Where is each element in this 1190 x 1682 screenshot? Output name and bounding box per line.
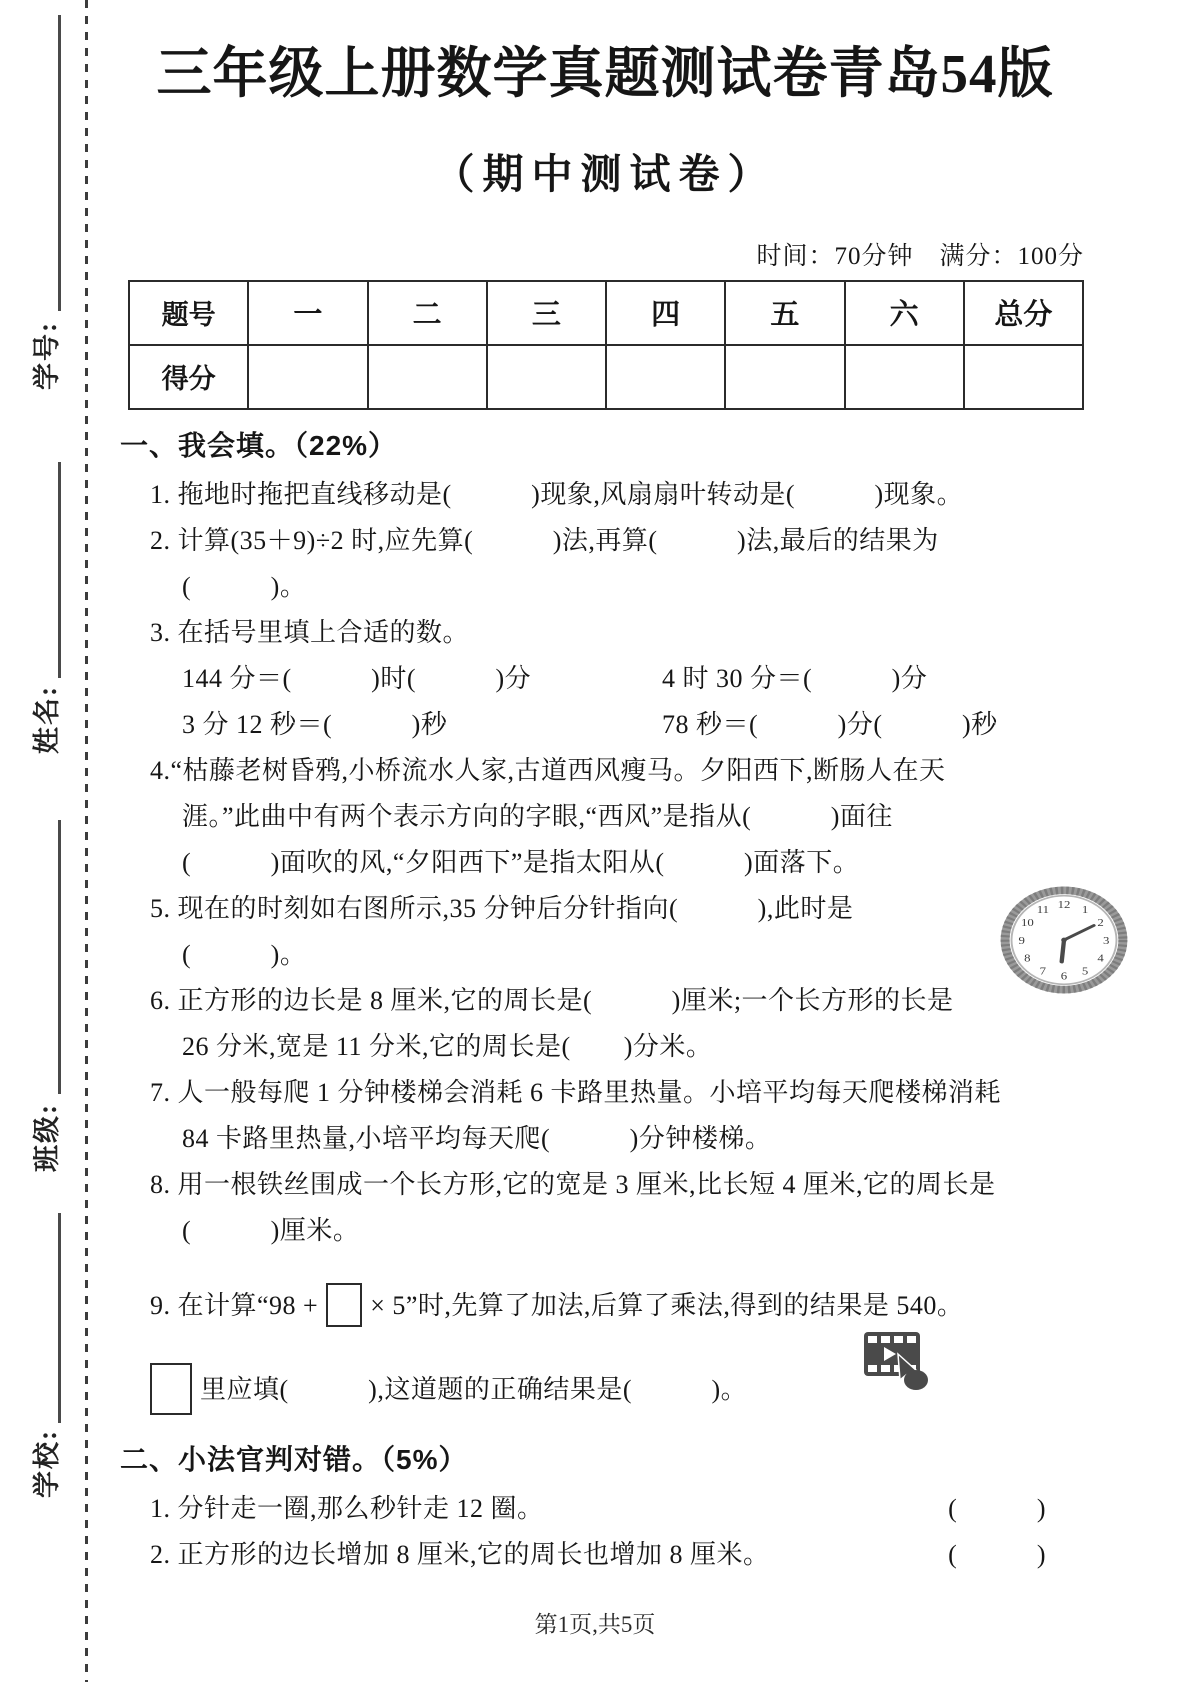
- school-write-line: [58, 1213, 61, 1423]
- video-icon-svg: [860, 1328, 936, 1394]
- s1-q5-line1: 5. 现在的时刻如右图所示,35 分钟后分针指向( ),此时是: [150, 893, 854, 923]
- score-empty-cell: [248, 345, 367, 409]
- score-empty-cell: [487, 345, 606, 409]
- s1-q9-line2: [120, 1366, 1090, 1418]
- class-label-text: 班级:: [31, 1102, 62, 1172]
- clock-number-6: 6: [1060, 969, 1068, 983]
- analog-clock-svg: [1000, 886, 1128, 994]
- score-table-cell-3: 三: [487, 281, 606, 345]
- s2-q2-answer-blank: ( ): [948, 1539, 1046, 1569]
- name-label: [6, 682, 82, 756]
- s1-q6-line1: 6. 正方形的边长是 8 厘米,它的周长是( )厘米;一个长方形的长是: [150, 985, 954, 1015]
- clock-number-7: 7: [1039, 964, 1047, 978]
- clock-number-12: 12: [1057, 898, 1071, 911]
- s1-q8-line1: 8. 用一根铁丝围成一个长方形,它的宽是 3 厘米,比长短 4 厘米,它的周长是: [150, 1169, 996, 1199]
- school-label: [6, 1426, 82, 1500]
- s1-q2-line2: ( )。: [182, 571, 307, 601]
- s1-q4-line3: ( )面吹的风,“夕阳西下”是指太阳从( )面落下。: [182, 847, 860, 877]
- clock-number-5: 5: [1081, 964, 1089, 978]
- score-empty-cell: [368, 345, 487, 409]
- clock-number-2: 2: [1097, 915, 1104, 929]
- seal-dashed-line: [85, 0, 88, 1682]
- video-icon: [860, 1328, 936, 1394]
- s1-q7-line1: 7. 人一般每爬 1 分钟楼梯会消耗 6 卡路里热量。小培平均每天爬楼梯消耗: [150, 1077, 1002, 1107]
- analog-clock-image: [1000, 886, 1128, 994]
- s2-q1-text: 1. 分针走一圈,那么秒针走 12 圈。: [150, 1493, 544, 1523]
- clock-number-4: 4: [1097, 951, 1104, 965]
- school-label-text: 学校:: [31, 1428, 62, 1498]
- s1-q1: 1. 拖地时拖把直线移动是( )现象,风扇扇叶转动是( )现象。: [150, 479, 964, 509]
- time-score-info: 时间：70分钟 满分：100分: [756, 242, 1084, 270]
- score-table-cell-total: 总分: [964, 281, 1083, 345]
- s1-q3-line2-left: 144 分＝( )时( )分: [182, 663, 532, 693]
- score-empty-cell: [964, 345, 1083, 409]
- paper-subtitle: （期中测试卷）: [433, 150, 777, 197]
- score-table-cell-1: 一: [248, 281, 367, 345]
- blank-box: [326, 1283, 362, 1327]
- class-write-line: [58, 820, 61, 1094]
- clock-number-9: 9: [1018, 933, 1025, 947]
- s1-q9-line1-pre: 9. 在计算“98 +: [150, 1290, 319, 1320]
- score-table-cell-timu: 题号: [129, 281, 248, 345]
- class-label: [6, 1100, 82, 1174]
- s1-q9-line2-text: 里应填( ),这道题的正确结果是( )。: [200, 1374, 748, 1404]
- s2-q2: [120, 1540, 1090, 1570]
- paper-title: 三年级上册数学真题测试卷青岛54版: [156, 43, 1054, 104]
- s1-q5-line2: ( )。: [182, 939, 307, 969]
- clock-number-1: 1: [1081, 902, 1089, 916]
- name-write-line: [58, 462, 61, 678]
- clock-number-11: 11: [1036, 902, 1050, 916]
- s1-q3-line1: 3. 在括号里填上合适的数。: [150, 617, 470, 647]
- score-table-header-row: [129, 281, 1083, 345]
- student-id-write-line: [58, 15, 61, 311]
- s1-q3-line3: [120, 710, 1090, 740]
- s1-q6-line2: 26 分米,宽是 11 分米,它的周长是( )分米。: [182, 1031, 713, 1061]
- score-empty-cell: [845, 345, 964, 409]
- s2-q1: [120, 1494, 1090, 1524]
- paper-content: [120, 0, 1090, 1570]
- student-id-label-text: 学号:: [31, 320, 62, 390]
- s1-q3-line2: [120, 664, 1090, 694]
- s1-q7-line2: 84 卡路里热量,小培平均每天爬( )分钟楼梯。: [182, 1123, 772, 1153]
- score-table: [128, 280, 1084, 410]
- score-table-cell-4: 四: [606, 281, 725, 345]
- score-table-cell-6: 六: [845, 281, 964, 345]
- s1-q3-line2-right: 4 时 30 分＝( )分: [662, 663, 928, 693]
- s2-q1-answer-blank: ( ): [948, 1493, 1046, 1523]
- score-label-cell: 得分: [129, 345, 248, 409]
- score-empty-cell: [725, 345, 844, 409]
- section2-heading: 二、小法官判对错。（5%）: [120, 1443, 468, 1475]
- score-table-cell-5: 五: [725, 281, 844, 345]
- clock-number-8: 8: [1024, 951, 1031, 965]
- score-table-cell-2: 二: [368, 281, 487, 345]
- s1-q8-line2: ( )厘米。: [182, 1215, 360, 1245]
- clock-hour-hand: [1062, 940, 1064, 962]
- name-label-text: 姓名:: [31, 684, 62, 754]
- s1-q4-line2: 涯。”此曲中有两个表示方向的字眼,“西风”是指从( )面往: [182, 801, 893, 831]
- s1-q3-line3-left: 3 分 12 秒＝( )秒: [182, 709, 448, 739]
- blank-box: [150, 1363, 192, 1415]
- clock-number-3: 3: [1103, 933, 1110, 947]
- page-number: 第1页,共5页: [534, 1612, 656, 1637]
- s2-q2-text: 2. 正方形的边长增加 8 厘米,它的周长也增加 8 厘米。: [150, 1539, 770, 1569]
- clock-number-10: 10: [1020, 915, 1034, 929]
- section1-heading: 一、我会填。（22%）: [120, 429, 398, 461]
- student-id-label: [6, 318, 82, 392]
- s1-q4-line1: 4.“枯藤老树昏鸦,小桥流水人家,古道西风瘦马。夕阳西下,断肠人在天: [150, 755, 946, 785]
- score-empty-cell: [606, 345, 725, 409]
- s1-q9-line1-post: × 5”时,先算了加法,后算了乘法,得到的结果是 540。: [370, 1290, 964, 1320]
- s1-q2-line1: 2. 计算(35＋9)÷2 时,应先算( )法,再算( )法,最后的结果为: [150, 525, 939, 555]
- s1-q3-line3-right: 78 秒＝( )分( )秒: [662, 709, 998, 739]
- s1-q9-line1: [120, 1286, 1090, 1330]
- score-table-score-row: [129, 345, 1083, 409]
